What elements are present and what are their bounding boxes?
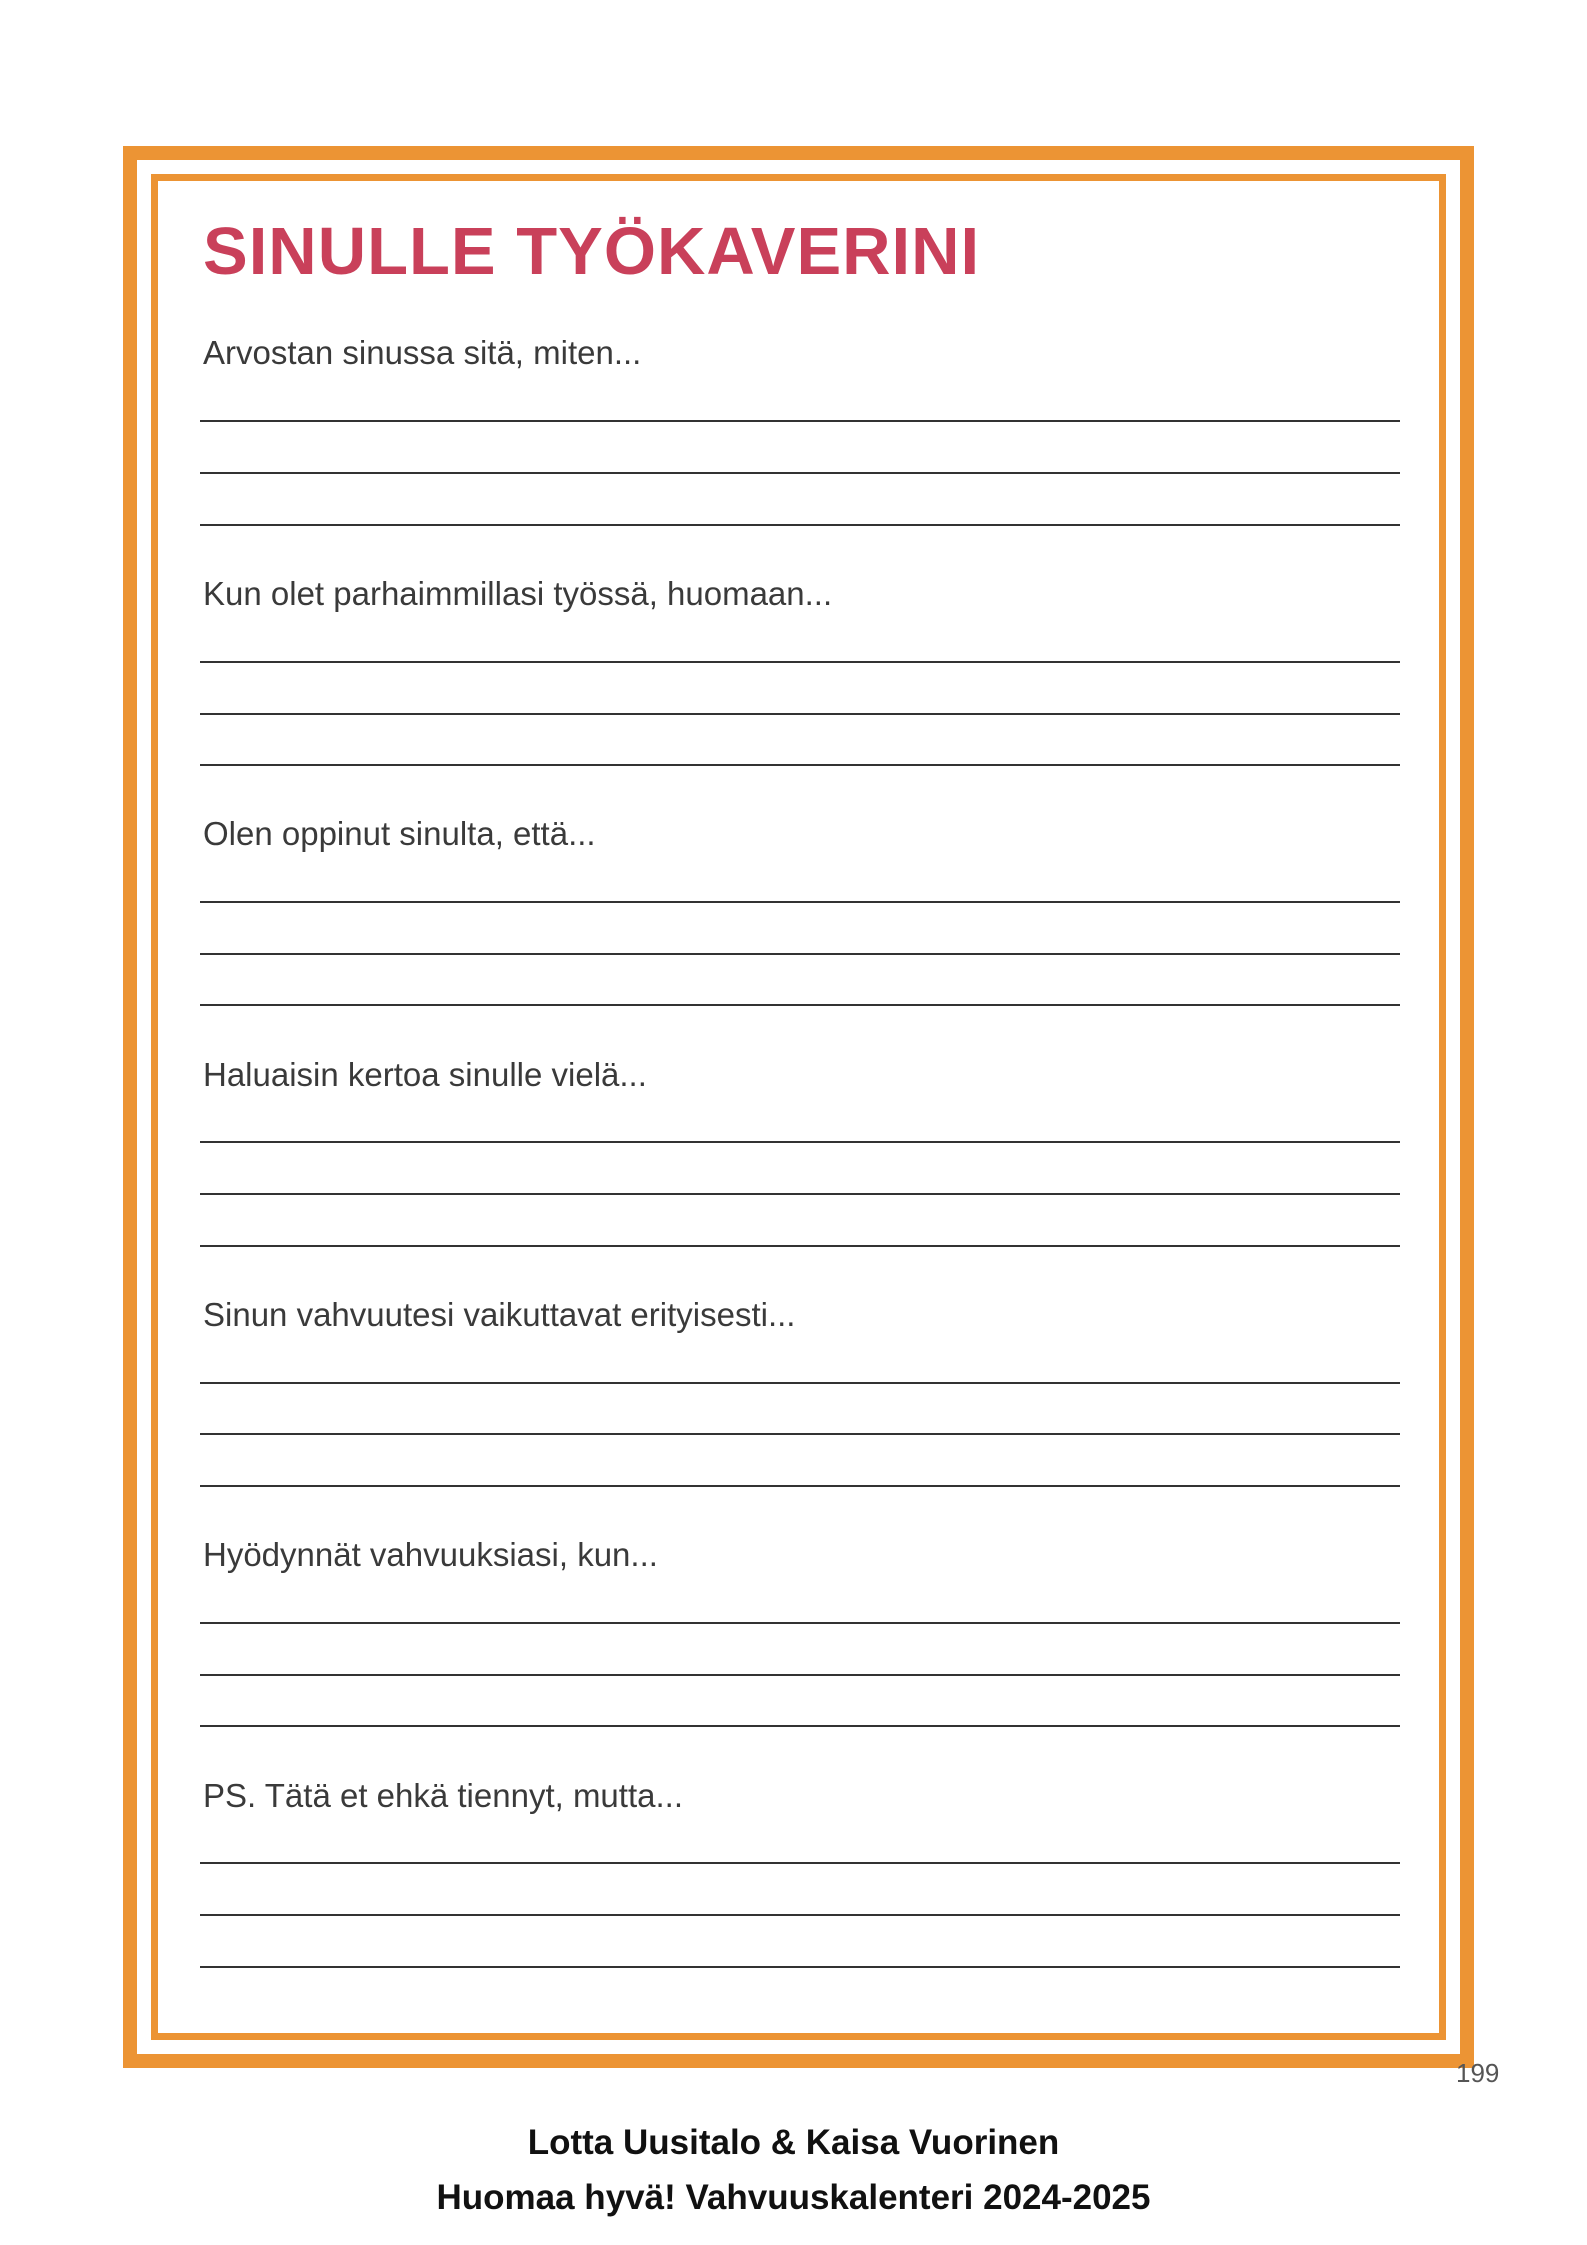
writing-line[interactable] xyxy=(200,953,1400,955)
writing-line[interactable] xyxy=(200,1622,1400,1624)
writing-line[interactable] xyxy=(200,1433,1400,1435)
writing-line[interactable] xyxy=(200,1725,1400,1727)
prompt-learned: Olen oppinut sinulta, että... xyxy=(203,815,596,852)
worksheet-title: SINULLE TYÖKAVERINI xyxy=(203,214,981,289)
prompt-strengths-effect: Sinun vahvuutesi vaikuttavat erityisesti... xyxy=(203,1296,796,1333)
footer-book-title: Huomaa hyvä! Vahvuuskalenteri 2024-2025 xyxy=(436,2178,1151,2217)
prompt-use-strengths: Hyödynnät vahvuuksiasi, kun... xyxy=(203,1536,658,1573)
page-number: 199 xyxy=(1456,2058,1500,2088)
writing-line[interactable] xyxy=(200,1966,1400,1968)
inner-frame-border xyxy=(151,174,1446,2040)
writing-line[interactable] xyxy=(200,472,1400,474)
writing-line[interactable] xyxy=(200,1862,1400,1864)
prompt-appreciation: Arvostan sinussa sitä, miten... xyxy=(203,334,642,371)
writing-line[interactable] xyxy=(200,1485,1400,1487)
writing-line[interactable] xyxy=(200,1004,1400,1006)
writing-line[interactable] xyxy=(200,1382,1400,1384)
writing-line[interactable] xyxy=(200,1674,1400,1676)
footer-authors: Lotta Uusitalo & Kaisa Vuorinen xyxy=(527,2123,1060,2162)
prompt-tell-more: Haluaisin kertoa sinulle vielä... xyxy=(203,1056,647,1093)
prompt-at-your-best: Kun olet parhaimmillasi työssä, huomaan... xyxy=(203,575,833,612)
writing-line[interactable] xyxy=(200,1245,1400,1247)
writing-line[interactable] xyxy=(200,713,1400,715)
writing-line[interactable] xyxy=(200,420,1400,422)
writing-line[interactable] xyxy=(200,764,1400,766)
writing-line[interactable] xyxy=(200,901,1400,903)
writing-line[interactable] xyxy=(200,524,1400,526)
writing-line[interactable] xyxy=(200,661,1400,663)
writing-line[interactable] xyxy=(200,1193,1400,1195)
writing-line[interactable] xyxy=(200,1141,1400,1143)
writing-line[interactable] xyxy=(200,1914,1400,1916)
prompt-ps: PS. Tätä et ehkä tiennyt, mutta... xyxy=(203,1777,683,1814)
